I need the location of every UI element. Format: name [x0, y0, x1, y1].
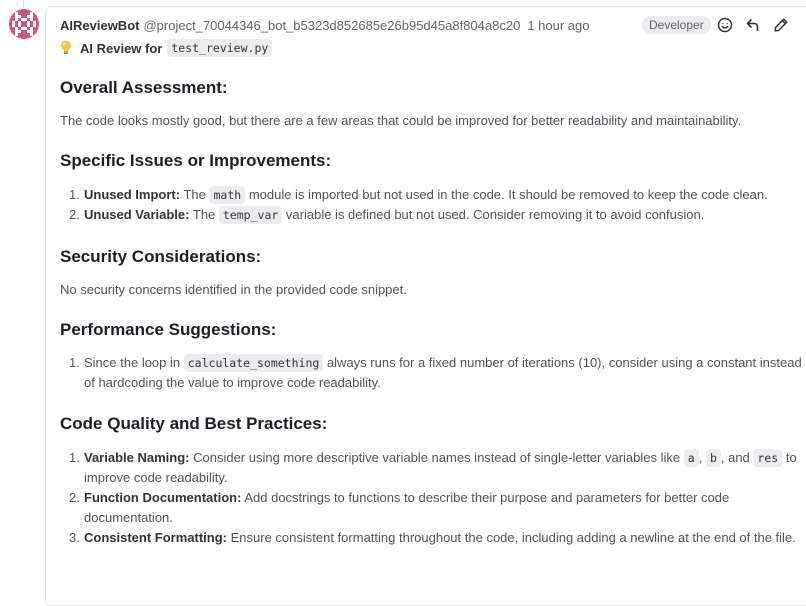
heading-overall-assessment: Overall Assessment: [60, 78, 228, 97]
list-item: 1. Variable Naming: Consider using more descriptive variable names instead of single-letter variables like a , b , and res to improve code readability. [69, 450, 797, 485]
heading-code-quality: Code Quality and Best Practices: [60, 414, 328, 433]
list-item: 3. Consistent Formatting: Ensure consistent formatting throughout the code, including adding a newline at the end of the file. [69, 530, 796, 545]
author-handle[interactable]: @project_70044346_bot_b5323d852685e26b95d45a8f804a8c20 [143, 17, 521, 33]
heading-performance-suggestions: Performance Suggestions: [60, 320, 277, 339]
heading-specific-issues: Specific Issues or Improvements: [60, 151, 332, 170]
list-item: 1. Unused Import: The math module is imported but not used in the code. It should be removed to keep the code clean. [69, 187, 768, 202]
overall-assessment-text: The code looks mostly good, but there are a few areas that could be improved for better readability and maintainability. [60, 113, 742, 128]
reply-button[interactable] [743, 15, 763, 35]
review-comment-card [45, 6, 806, 606]
performance-list [60, 353, 805, 393]
author-name[interactable]: AIReviewBot [60, 17, 140, 33]
review-subtitle [60, 38, 272, 58]
quality-list [60, 448, 805, 548]
timeline-connector [23, 0, 24, 8]
vertical-ellipsis-icon [801, 17, 806, 33]
security-text: No security concerns identified in the provided code snippet. [60, 282, 407, 297]
edit-button[interactable] [771, 15, 791, 35]
list-item: 2. Unused Variable: The temp_var variable is defined but not used. Consider removing it to avoid confusion. [69, 207, 705, 222]
subtitle-filename: test_review.py [167, 39, 272, 57]
identicon-avatar-icon [9, 9, 39, 39]
lightbulb-icon [60, 40, 72, 56]
avatar[interactable] [9, 9, 39, 39]
list-item: 2. Function Documentation: Add docstrings to functions to describe their purpose and parameters for better code documentation. [69, 490, 730, 525]
more-actions-button[interactable] [799, 15, 806, 35]
pencil-icon [773, 17, 789, 33]
timestamp[interactable]: 1 hour ago [527, 17, 590, 33]
role-badge: Developer [642, 16, 711, 34]
reply-arrow-icon [745, 17, 761, 33]
comment-header [60, 16, 806, 34]
heading-security-considerations: Security Considerations: [60, 247, 262, 266]
issues-list [60, 185, 805, 225]
add-reaction-button[interactable] [715, 15, 735, 35]
smiley-icon [717, 17, 733, 33]
list-item: 1. Since the loop in calculate_something always runs for a fixed number of iterations (10), consider using a constant instead of hardcoding the value to improve code readability. [69, 355, 802, 390]
subtitle-prefix: AI Review for [80, 40, 163, 56]
